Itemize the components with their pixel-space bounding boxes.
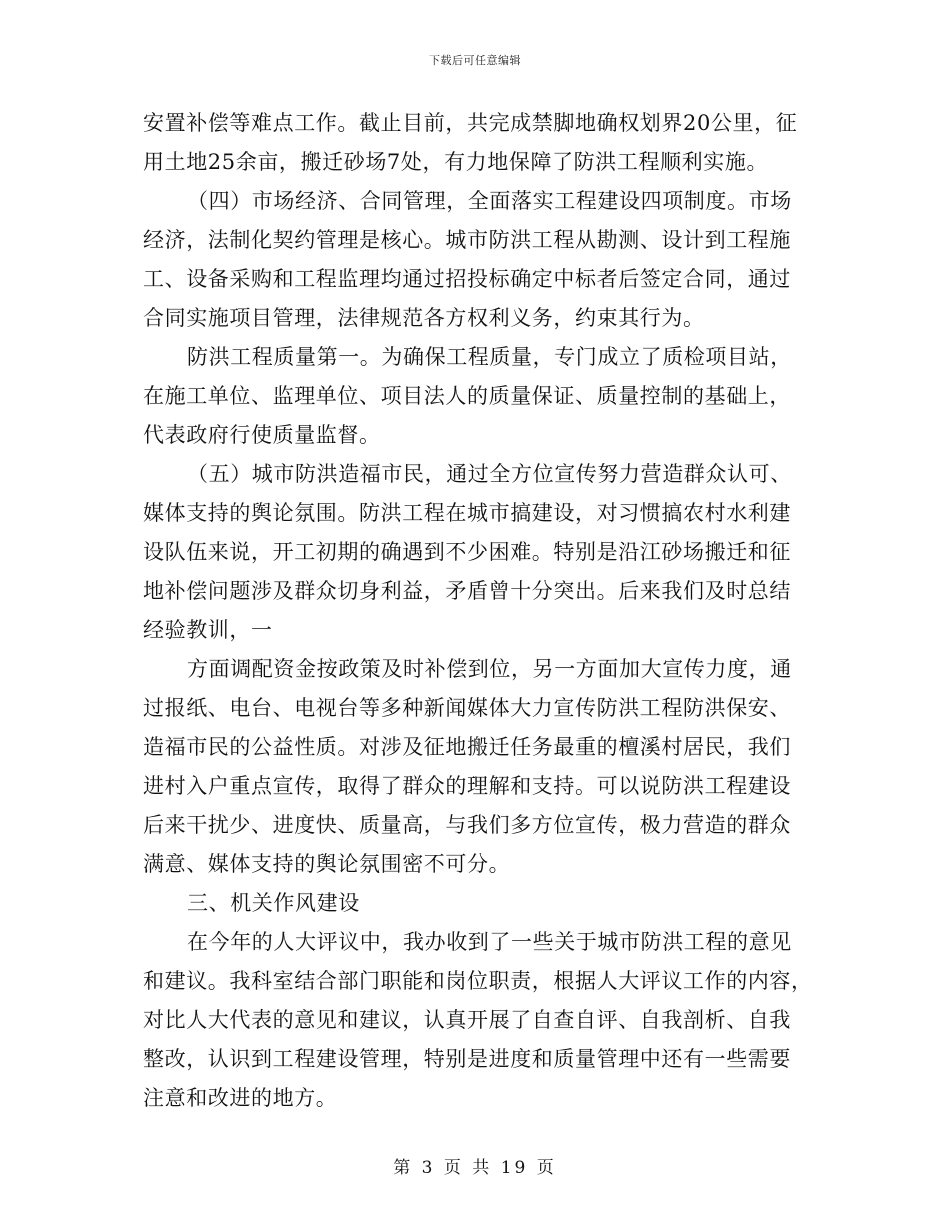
text-line: 经济，法制化契约管理是核心。城市防洪工程从勘测、设计到工程施 [143, 228, 791, 252]
text-line: 造福市民的公益性质。对涉及征地搬迁任务最重的檀溪村居民，我们 [143, 735, 791, 759]
text-line: 代表政府行使质量监督。 [143, 423, 381, 447]
text-line: （五）城市防洪造福市民，通过全方位宣传努力营造群众认可、 [187, 462, 792, 486]
text-line: 用土地25余亩，搬迁砂场7处，有力地保障了防洪工程顺利实施。 [143, 150, 769, 174]
text-line: 进村入户重点宣传，取得了群众的理解和支持。可以说防洪工程建设 [143, 774, 791, 798]
text-line: 安置补偿等难点工作。截止目前，共完成禁脚地确权划界20公里，征 [143, 111, 798, 135]
text-line: 媒体支持的舆论氛围。防洪工程在城市搞建设，对习惯搞农村水利建 [143, 501, 791, 525]
text-line: 整改，认识到工程建设管理，特别是进度和质量管理中还有一些需要 [143, 1047, 791, 1071]
text-line: 工、设备采购和工程监理均通过招投标确定中标者后签定合同，通过 [143, 267, 791, 291]
text-line: 设队伍来说，开工初期的确遇到不少困难。特别是沿江砂场搬迁和征 [143, 540, 791, 564]
text-line: 三、机关作风建设 [187, 891, 360, 915]
text-line: 方面调配资金按政策及时补偿到位，另一方面加大宣传力度，通 [187, 657, 792, 681]
page-footer: 第 3 页 共 19 页 [393, 1158, 557, 1178]
page-header: 下载后可任意编辑 [429, 54, 521, 67]
text-line: （四）市场经济、合同管理，全面落实工程建设四项制度。市场 [187, 189, 792, 213]
text-line: 后来干扰少、进度快、质量高，与我们多方位宣传，极力营造的群众 [143, 813, 791, 837]
text-line: 防洪工程质量第一。为确保工程质量，专门成立了质检项目站， [187, 345, 792, 369]
text-line: 在施工单位、监理单位、项目法人的质量保证、质量控制的基础上， [143, 384, 791, 408]
text-line: 地补偿问题涉及群众切身利益，矛盾曾十分突出。后来我们及时总结 [143, 579, 791, 603]
text-line: 过报纸、电台、电视台等多种新闻媒体大力宣传防洪工程防洪保安、 [143, 696, 791, 720]
text-line: 经验教训，一 [143, 618, 273, 642]
document-body [143, 104, 813, 1118]
text-line: 对比人大代表的意见和建议，认真开展了自查自评、自我剖析、自我 [143, 1008, 791, 1032]
text-line: 合同实施项目管理，法律规范各方权利义务，约束其行为。 [143, 306, 705, 330]
text-line: 在今年的人大评议中，我办收到了一些关于城市防洪工程的意见 [187, 930, 792, 954]
text-line: 注意和改进的地方。 [143, 1086, 338, 1110]
text-line: 满意、媒体支持的舆论氛围密不可分。 [143, 852, 511, 876]
text-line: 和建议。我科室结合部门职能和岗位职责，根据人大评议工作的内容， [143, 969, 813, 993]
